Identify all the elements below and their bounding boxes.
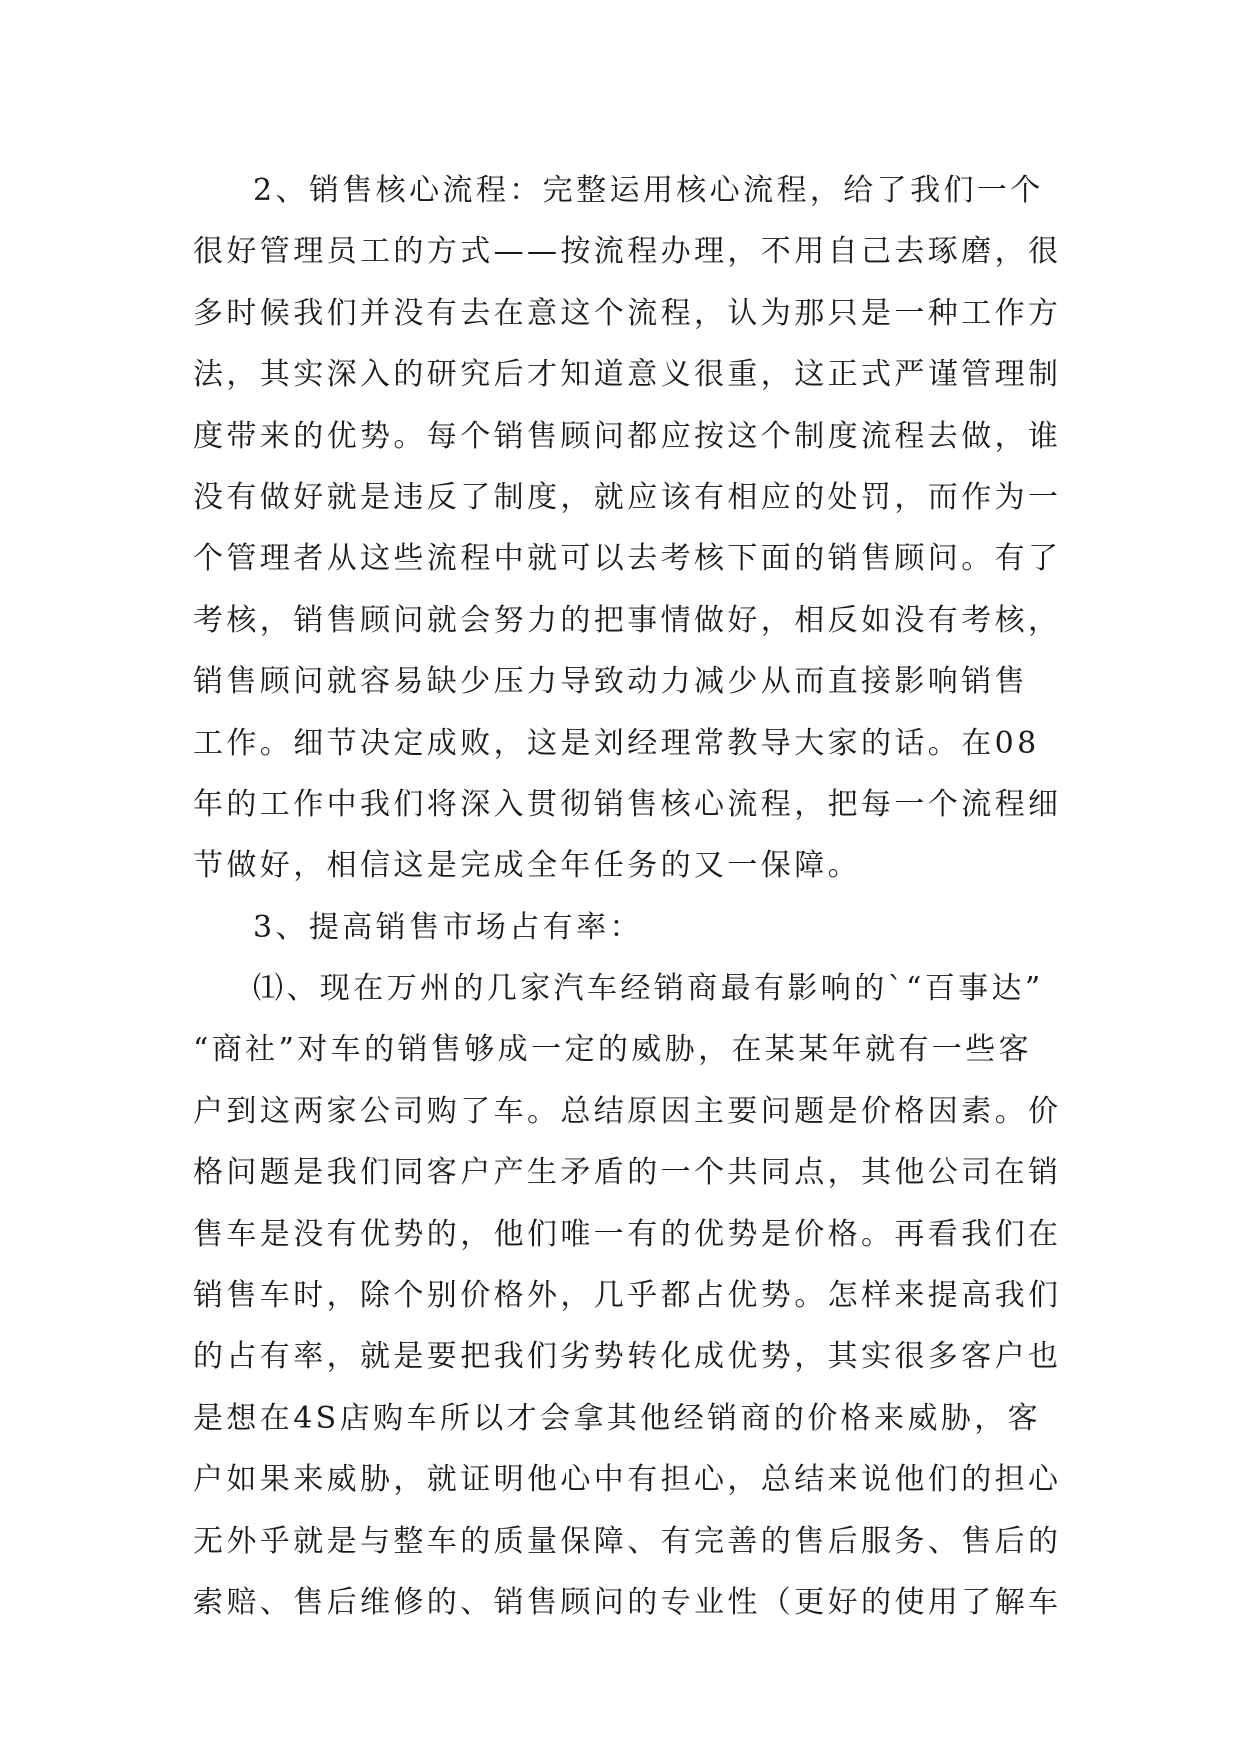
text-line: 索赔、售后维修的、销售顾问的专业性（更好的使用了解车 — [193, 1584, 1062, 1620]
text-line: 户到这两家公司购了车。总结原因主要问题是价格因素。价 — [193, 1093, 1062, 1129]
document-body — [193, 160, 1065, 1633]
text-line: 法，其实深入的研究后才知道意义很重，这正式严谨管理制 — [193, 357, 1062, 393]
text-line: ⑴、现在万州的几家汽车经销商最有影响的`“百事达” — [253, 971, 1044, 1007]
text-line: 户如果来威胁，就证明他心中有担心，总结来说他们的担心 — [193, 1462, 1062, 1498]
text-line: 售车是没有优势的，他们唯一有的优势是价格。再看我们在 — [193, 1216, 1062, 1252]
text-line: 考核，销售顾问就会努力的把事情做好，相反如没有考核， — [193, 602, 1062, 638]
text-line: 的占有率，就是要把我们劣势转化成优势，其实很多客户也 — [193, 1339, 1062, 1375]
text-line: 是想在4S店购车所以才会拿其他经销商的价格来威胁，客 — [193, 1400, 1042, 1436]
text-line: 个管理者从这些流程中就可以去考核下面的销售顾问。有了 — [193, 541, 1062, 577]
text-line: 格问题是我们同客户产生矛盾的一个共同点，其他公司在销 — [193, 1155, 1062, 1191]
text-line: 没有做好就是违反了制度，就应该有相应的处罚，而作为一 — [193, 479, 1062, 515]
text-line: 工作。细节决定成败，这是刘经理常教导大家的话。在08 — [193, 725, 1040, 761]
text-line: 3、提高销售市场占有率： — [253, 909, 643, 945]
text-line: 销售顾问就容易缺少压力导致动力减少从而直接影响销售 — [193, 664, 1028, 700]
text-line: 很好管理员工的方式——按流程办理，不用自己去琢磨，很 — [193, 234, 1062, 270]
text-line: 无外乎就是与整车的质量保障、有完善的售后服务、售后的 — [193, 1523, 1062, 1559]
text-line: 2、销售核心流程：完整运用核心流程，给了我们一个 — [253, 173, 1044, 208]
text-line: 节做好，相信这是完成全年任务的又一保障。 — [193, 848, 861, 884]
text-line: “商社”对车的销售够成一定的威胁，在某某年就有一些客 — [193, 1032, 1033, 1068]
text-line: 多时候我们并没有去在意这个流程，认为那只是一种工作方 — [193, 295, 1062, 331]
text-line: 销售车时，除个别价格外，几乎都占优势。怎样来提高我们 — [193, 1278, 1062, 1314]
text-line: 度带来的优势。每个销售顾问都应按这个制度流程去做，谁 — [193, 418, 1062, 454]
text-line: 年的工作中我们将深入贯彻销售核心流程，把每一个流程细 — [193, 786, 1062, 822]
